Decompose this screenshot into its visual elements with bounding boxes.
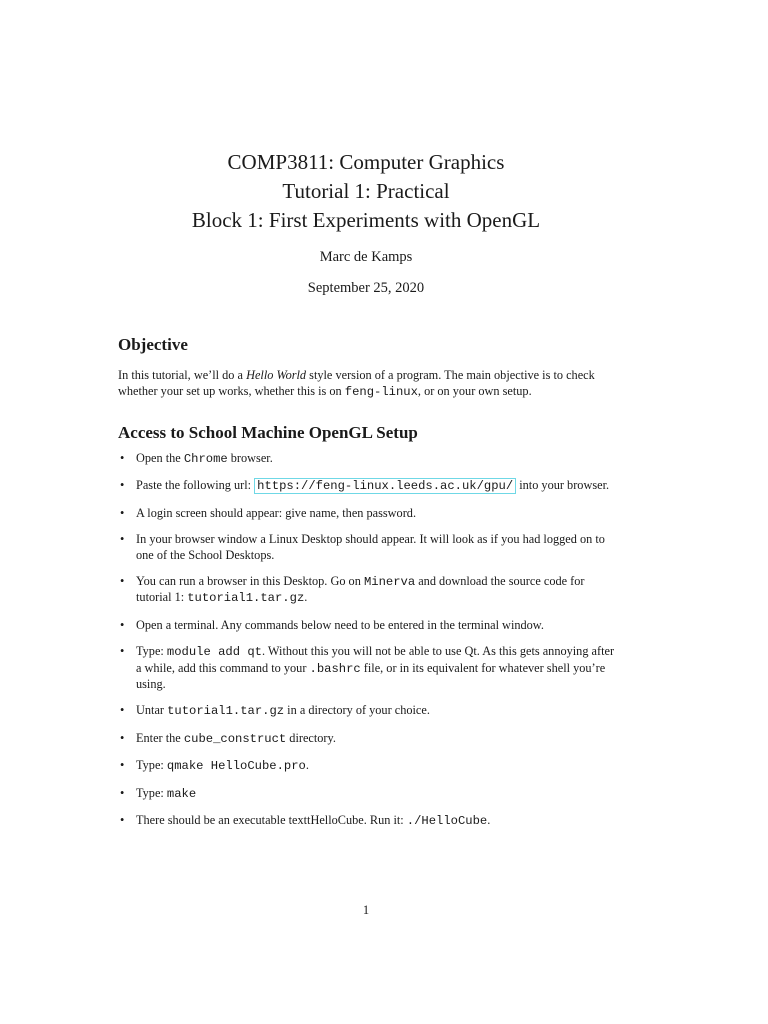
title-line-2: Tutorial 1: Practical <box>282 179 450 203</box>
list-item: • Untar tutorial1.tar.gz in a directory of your choice. <box>120 703 430 719</box>
list-item: • Type: make <box>120 785 197 801</box>
list-item: • Type: qmake HelloCube.pro. <box>120 758 309 774</box>
section-heading-access: Access to School Machine OpenGL Setup <box>118 423 418 442</box>
author: Marc de Kamps <box>319 249 413 265</box>
list-item: • Open a terminal. Any commands below need to be entered in the terminal window. <box>120 617 544 632</box>
feng-linux-url-link[interactable]: https://feng-linux.leeds.ac.uk/gpu/ <box>254 478 516 494</box>
list-item: • Open the Chrome browser. <box>120 451 273 466</box>
title-line-3: Block 1: First Experiments with OpenGL <box>191 208 541 232</box>
list-item: • Paste the following url: https://feng-linux.leeds.ac.uk/gpu/ into your browser. <box>120 478 610 494</box>
list-item: • You can run a browser in this Desktop. Go on Minerva and download the source code for tutorial 1: tutorial1.tar.gz. <box>120 574 585 606</box>
page-number: 1 <box>362 903 370 917</box>
list-item: • There should be an executable texttHelloCube. Run it: ./HelloCube. <box>120 813 491 829</box>
list-item: • Type: module add qt. Without this you will not be able to use Qt. As this gets annoying after a while, add this command to your .bashrc file, or in its equivalent for whatever shell you’re using. <box>120 644 615 692</box>
list-item: • In your browser window a Linux Desktop should appear. It will look as if you had logged on to one of the School Desktops. <box>120 532 605 562</box>
objective-paragraph: In this tutorial, we’ll do a Hello World style version of a program. The main objective is to check whether your set up works, whether this is on feng-linux, or on your own setup. <box>118 368 595 399</box>
section-heading-objective: Objective <box>118 335 188 354</box>
date: September 25, 2020 <box>307 280 425 296</box>
title-block <box>0 148 732 235</box>
title-line-1: COMP3811: Computer Graphics <box>227 150 505 174</box>
steps-list <box>118 451 618 830</box>
list-item: • A login screen should appear: give name, then password. <box>120 505 417 520</box>
list-item: • Enter the cube_construct directory. <box>120 730 336 746</box>
